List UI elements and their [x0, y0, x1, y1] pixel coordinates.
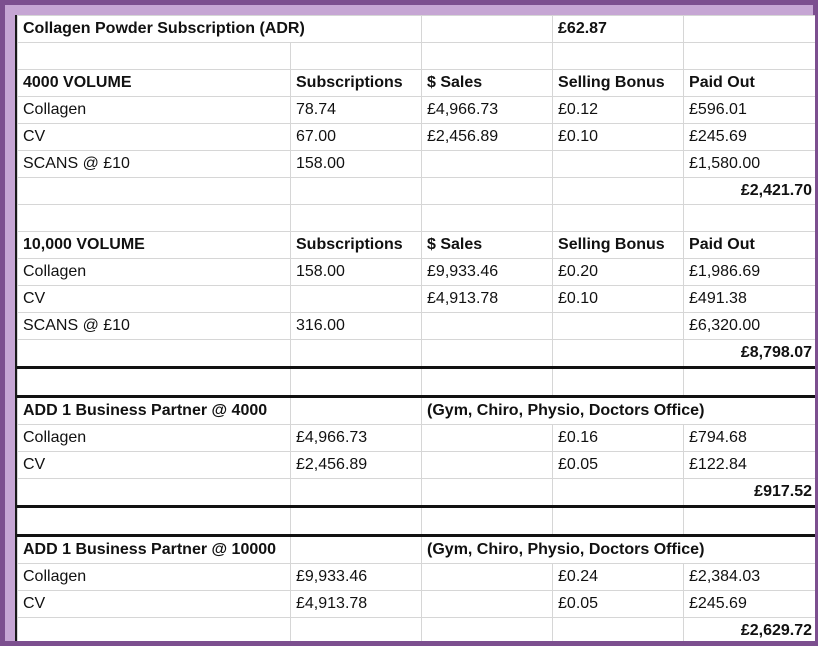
- partner-title[interactable]: ADD 1 Business Partner @ 4000: [18, 397, 291, 425]
- cell[interactable]: SCANS @ £10: [18, 313, 291, 340]
- cell[interactable]: [291, 618, 422, 642]
- cell[interactable]: [291, 340, 422, 368]
- cell[interactable]: [422, 591, 553, 618]
- cell[interactable]: [291, 397, 422, 425]
- section-title[interactable]: 10,000 VOLUME: [18, 232, 291, 259]
- cell[interactable]: [422, 43, 553, 70]
- total-cell[interactable]: £2,629.72: [684, 618, 815, 642]
- cell[interactable]: £0.05: [553, 591, 684, 618]
- cell[interactable]: [291, 479, 422, 507]
- partner-10000-header: [18, 536, 816, 564]
- price-cell[interactable]: £62.87: [553, 16, 684, 43]
- cell[interactable]: [422, 368, 553, 397]
- column-header[interactable]: Subscriptions: [291, 232, 422, 259]
- cell[interactable]: [553, 313, 684, 340]
- cell[interactable]: [553, 178, 684, 205]
- cell[interactable]: £4,966.73: [291, 425, 422, 452]
- cell[interactable]: £6,320.00: [684, 313, 815, 340]
- cell[interactable]: £0.16: [553, 425, 684, 452]
- total-row: [18, 340, 816, 368]
- column-header[interactable]: $ Sales: [422, 70, 553, 97]
- cell[interactable]: [291, 536, 422, 564]
- cell[interactable]: [684, 16, 815, 43]
- sheet-title[interactable]: Collagen Powder Subscription (ADR): [18, 16, 422, 43]
- total-cell[interactable]: £2,421.70: [684, 178, 815, 205]
- cell[interactable]: £2,384.03: [684, 564, 815, 591]
- cell[interactable]: Collagen: [18, 425, 291, 452]
- cell[interactable]: [422, 151, 553, 178]
- total-cell[interactable]: £917.52: [684, 479, 815, 507]
- cell[interactable]: £4,913.78: [291, 591, 422, 618]
- cell[interactable]: £0.05: [553, 452, 684, 479]
- table-row: [18, 124, 816, 151]
- cell[interactable]: [684, 368, 815, 397]
- cell[interactable]: [553, 151, 684, 178]
- cell[interactable]: Collagen: [18, 97, 291, 124]
- cell[interactable]: [553, 340, 684, 368]
- empty-row: [18, 43, 816, 70]
- cell[interactable]: Collagen: [18, 564, 291, 591]
- total-row: [18, 178, 816, 205]
- cell[interactable]: [553, 479, 684, 507]
- column-header[interactable]: $ Sales: [422, 232, 553, 259]
- cell[interactable]: SCANS @ £10: [18, 151, 291, 178]
- column-header[interactable]: Selling Bonus: [553, 70, 684, 97]
- cell[interactable]: 158.00: [291, 151, 422, 178]
- cell[interactable]: [684, 43, 815, 70]
- cell[interactable]: [18, 479, 291, 507]
- cell[interactable]: £491.38: [684, 286, 815, 313]
- partner-note[interactable]: (Gym, Chiro, Physio, Doctors Office): [422, 536, 815, 564]
- cell[interactable]: [422, 507, 553, 536]
- total-cell[interactable]: £8,798.07: [684, 340, 815, 368]
- cell[interactable]: [422, 479, 553, 507]
- cell[interactable]: [422, 205, 553, 232]
- cell[interactable]: [18, 368, 291, 397]
- cell[interactable]: £596.01: [684, 97, 815, 124]
- cell[interactable]: £2,456.89: [422, 124, 553, 151]
- cell[interactable]: 67.00: [291, 124, 422, 151]
- cell[interactable]: £9,933.46: [291, 564, 422, 591]
- empty-row: [18, 507, 816, 536]
- cell[interactable]: £0.12: [553, 97, 684, 124]
- cell[interactable]: [553, 368, 684, 397]
- cell[interactable]: [18, 43, 291, 70]
- cell[interactable]: [422, 564, 553, 591]
- cell[interactable]: £0.10: [553, 286, 684, 313]
- table-row: [18, 564, 816, 591]
- cell[interactable]: 316.00: [291, 313, 422, 340]
- table-row: [18, 425, 816, 452]
- cell[interactable]: [291, 507, 422, 536]
- column-header[interactable]: Subscriptions: [291, 70, 422, 97]
- cell[interactable]: [422, 178, 553, 205]
- cell[interactable]: [553, 43, 684, 70]
- cell[interactable]: [553, 507, 684, 536]
- cell[interactable]: £4,913.78: [422, 286, 553, 313]
- cell[interactable]: [18, 205, 291, 232]
- cell[interactable]: [291, 43, 422, 70]
- cell[interactable]: [422, 16, 553, 43]
- cell[interactable]: [553, 618, 684, 642]
- empty-row: [18, 368, 816, 397]
- cell[interactable]: [18, 618, 291, 642]
- table-row: [18, 452, 816, 479]
- cell[interactable]: Collagen: [18, 259, 291, 286]
- cell[interactable]: [422, 452, 553, 479]
- cell[interactable]: [291, 178, 422, 205]
- cell[interactable]: [553, 205, 684, 232]
- table-row: [18, 286, 816, 313]
- cell[interactable]: £9,933.46: [422, 259, 553, 286]
- section-4000-header: [18, 70, 816, 97]
- column-header[interactable]: Selling Bonus: [553, 232, 684, 259]
- cell[interactable]: £245.69: [684, 124, 815, 151]
- table-row: [18, 97, 816, 124]
- cell[interactable]: [422, 340, 553, 368]
- column-header[interactable]: Paid Out: [684, 70, 815, 97]
- cell[interactable]: CV: [18, 124, 291, 151]
- total-row: [18, 479, 816, 507]
- partner-title[interactable]: ADD 1 Business Partner @ 10000: [18, 536, 291, 564]
- cell[interactable]: £245.69: [684, 591, 815, 618]
- section-10000-header: [18, 232, 816, 259]
- table-row: [18, 151, 816, 178]
- cell[interactable]: [18, 178, 291, 205]
- commission-table: [17, 15, 815, 641]
- partner-note[interactable]: (Gym, Chiro, Physio, Doctors Office): [422, 397, 815, 425]
- cell[interactable]: [422, 425, 553, 452]
- cell[interactable]: [291, 205, 422, 232]
- partner-4000-header: [18, 397, 816, 425]
- cell[interactable]: £0.20: [553, 259, 684, 286]
- cell[interactable]: [684, 205, 815, 232]
- total-row: [18, 618, 816, 642]
- cell[interactable]: [291, 368, 422, 397]
- section-title[interactable]: 4000 VOLUME: [18, 70, 291, 97]
- title-row: [18, 16, 816, 43]
- cell[interactable]: [291, 286, 422, 313]
- cell[interactable]: 158.00: [291, 259, 422, 286]
- cell[interactable]: £1,986.69: [684, 259, 815, 286]
- cell[interactable]: £122.84: [684, 452, 815, 479]
- column-header[interactable]: Paid Out: [684, 232, 815, 259]
- cell[interactable]: [18, 340, 291, 368]
- table-row: [18, 313, 816, 340]
- cell[interactable]: 78.74: [291, 97, 422, 124]
- empty-row: [18, 205, 816, 232]
- cell[interactable]: [422, 618, 553, 642]
- spreadsheet: [15, 15, 815, 641]
- cell[interactable]: £794.68: [684, 425, 815, 452]
- cell[interactable]: £0.24: [553, 564, 684, 591]
- cell[interactable]: £0.10: [553, 124, 684, 151]
- cell[interactable]: [422, 313, 553, 340]
- cell[interactable]: £1,580.00: [684, 151, 815, 178]
- cell[interactable]: CV: [18, 452, 291, 479]
- table-row: [18, 591, 816, 618]
- cell[interactable]: [18, 507, 291, 536]
- cell[interactable]: £2,456.89: [291, 452, 422, 479]
- cell[interactable]: [684, 507, 815, 536]
- cell[interactable]: CV: [18, 286, 291, 313]
- cell[interactable]: £4,966.73: [422, 97, 553, 124]
- table-row: [18, 259, 816, 286]
- cell[interactable]: CV: [18, 591, 291, 618]
